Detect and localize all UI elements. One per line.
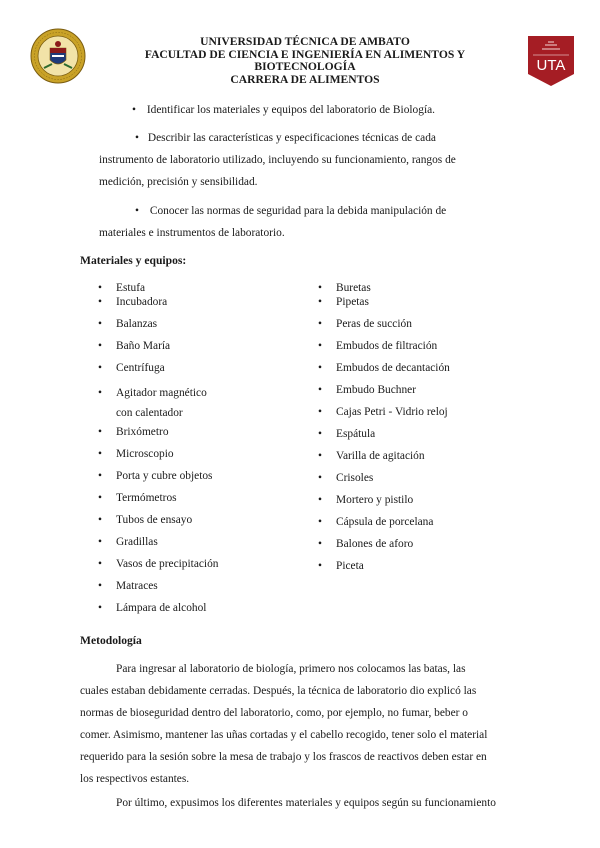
list-item: • Estufa [98,281,288,295]
paragraph-line: los respectivos estantes. [80,773,190,785]
bullet: • [135,132,139,144]
list-item: • Peras de succión [318,317,518,339]
list-item: • Mortero y pistilo [318,493,518,515]
university-name: UNIVERSIDAD TÉCNICA DE AMBATO [200,35,410,48]
career-name: CARRERA DE ALIMENTOS [230,72,380,86]
objective-item [132,99,552,121]
materials-title: Materiales y equipos: [80,254,187,267]
list-item: • Varilla de agitación [318,449,518,471]
list-item: • Vasos de precipitación [98,557,288,579]
objective-text: medición, precisión y sensibilidad. [99,176,258,188]
objective-item [99,200,519,244]
list-item: • Espátula [318,427,518,449]
list-item: • Termómetros [98,491,288,513]
list-item: • Microscopio [98,447,288,469]
list-item: • Baño María [98,339,288,361]
paragraph-line: requerido para la sesión sobre la mesa de trabajo y los frascos de reactivos deben estar en [80,751,487,763]
list-item: • Balanzas [98,317,288,339]
methodology-title: Metodología [80,634,142,647]
objective-text: instrumento de laboratorio utilizado, incluyendo su funcionamiento, rangos de [99,154,456,166]
methodology-paragraph [80,792,520,814]
list-item: • Tubos de ensayo [98,513,288,535]
list-item: • Piceta [318,559,518,581]
objective-text: materiales e instrumentos de laboratorio. [99,227,285,239]
list-item: • Balones de aforo [318,537,518,559]
document-header [110,36,500,86]
list-item-text: con calentador [116,407,183,419]
faculty-name-line2: BIOTECNOLOGÍA [254,60,356,74]
materials-list-right [318,281,518,581]
list-item: • Incubadora [98,295,288,317]
list-item: • Buretas [318,281,518,295]
list-item: • Centrífuga [98,361,288,383]
list-item: • Matraces [98,579,288,601]
bullet: • [135,205,139,217]
paragraph-line: normas de bioseguridad dentro del laboratorio, como, por ejemplo, no fumar, beber o [80,707,468,719]
list-item: • Brixómetro [98,425,288,447]
university-seal-logo [30,28,86,84]
materials-list-left [98,281,288,623]
paragraph-line: comer. Asimismo, mantener las uñas cortadas y el cabello recogido, tener solo el material [80,729,488,741]
objective-text: Identificar los materiales y equipos del laboratorio de Biología. [146,104,436,116]
methodology-paragraph [80,658,520,790]
list-item: • Porta y cubre objetos [98,469,288,491]
list-item-text: • Agitador magnético [116,387,207,399]
bullet: • [132,104,136,116]
uta-logo [528,36,574,86]
paragraph-line: Por último, expusimos los diferentes materiales y equipos según su funcionamiento [116,797,496,809]
objective-item [99,127,519,193]
list-item: • Cápsula de porcelana [318,515,518,537]
objective-text: Conocer las normas de seguridad para la debida manipulación de [149,205,447,217]
uta-logo-text: UTA [536,57,566,74]
objective-text: Describir las características y especificaciones técnicas de cada [147,132,436,144]
list-item: • Pipetas [318,295,518,317]
faculty-name-line1: FACULTAD DE CIENCIA E INGENIERÍA EN ALIMENTOS Y [144,47,466,61]
list-item: • Gradillas [98,535,288,557]
list-item [98,383,288,425]
list-item: • Embudos de decantación [318,361,518,383]
list-item: • Lámpara de alcohol [98,601,288,623]
list-item: • Crisoles [318,471,518,493]
list-item: • Cajas Petri - Vidrio reloj [318,405,518,427]
paragraph-line: cuales estaban debidamente cerradas. Después, la técnica de laboratorio dio explicó las [80,685,477,697]
list-item: • Embudos de filtración [318,339,518,361]
list-item: • Embudo Buchner [318,383,518,405]
paragraph-line: Para ingresar al laboratorio de biología, primero nos colocamos las batas, las [116,663,466,675]
